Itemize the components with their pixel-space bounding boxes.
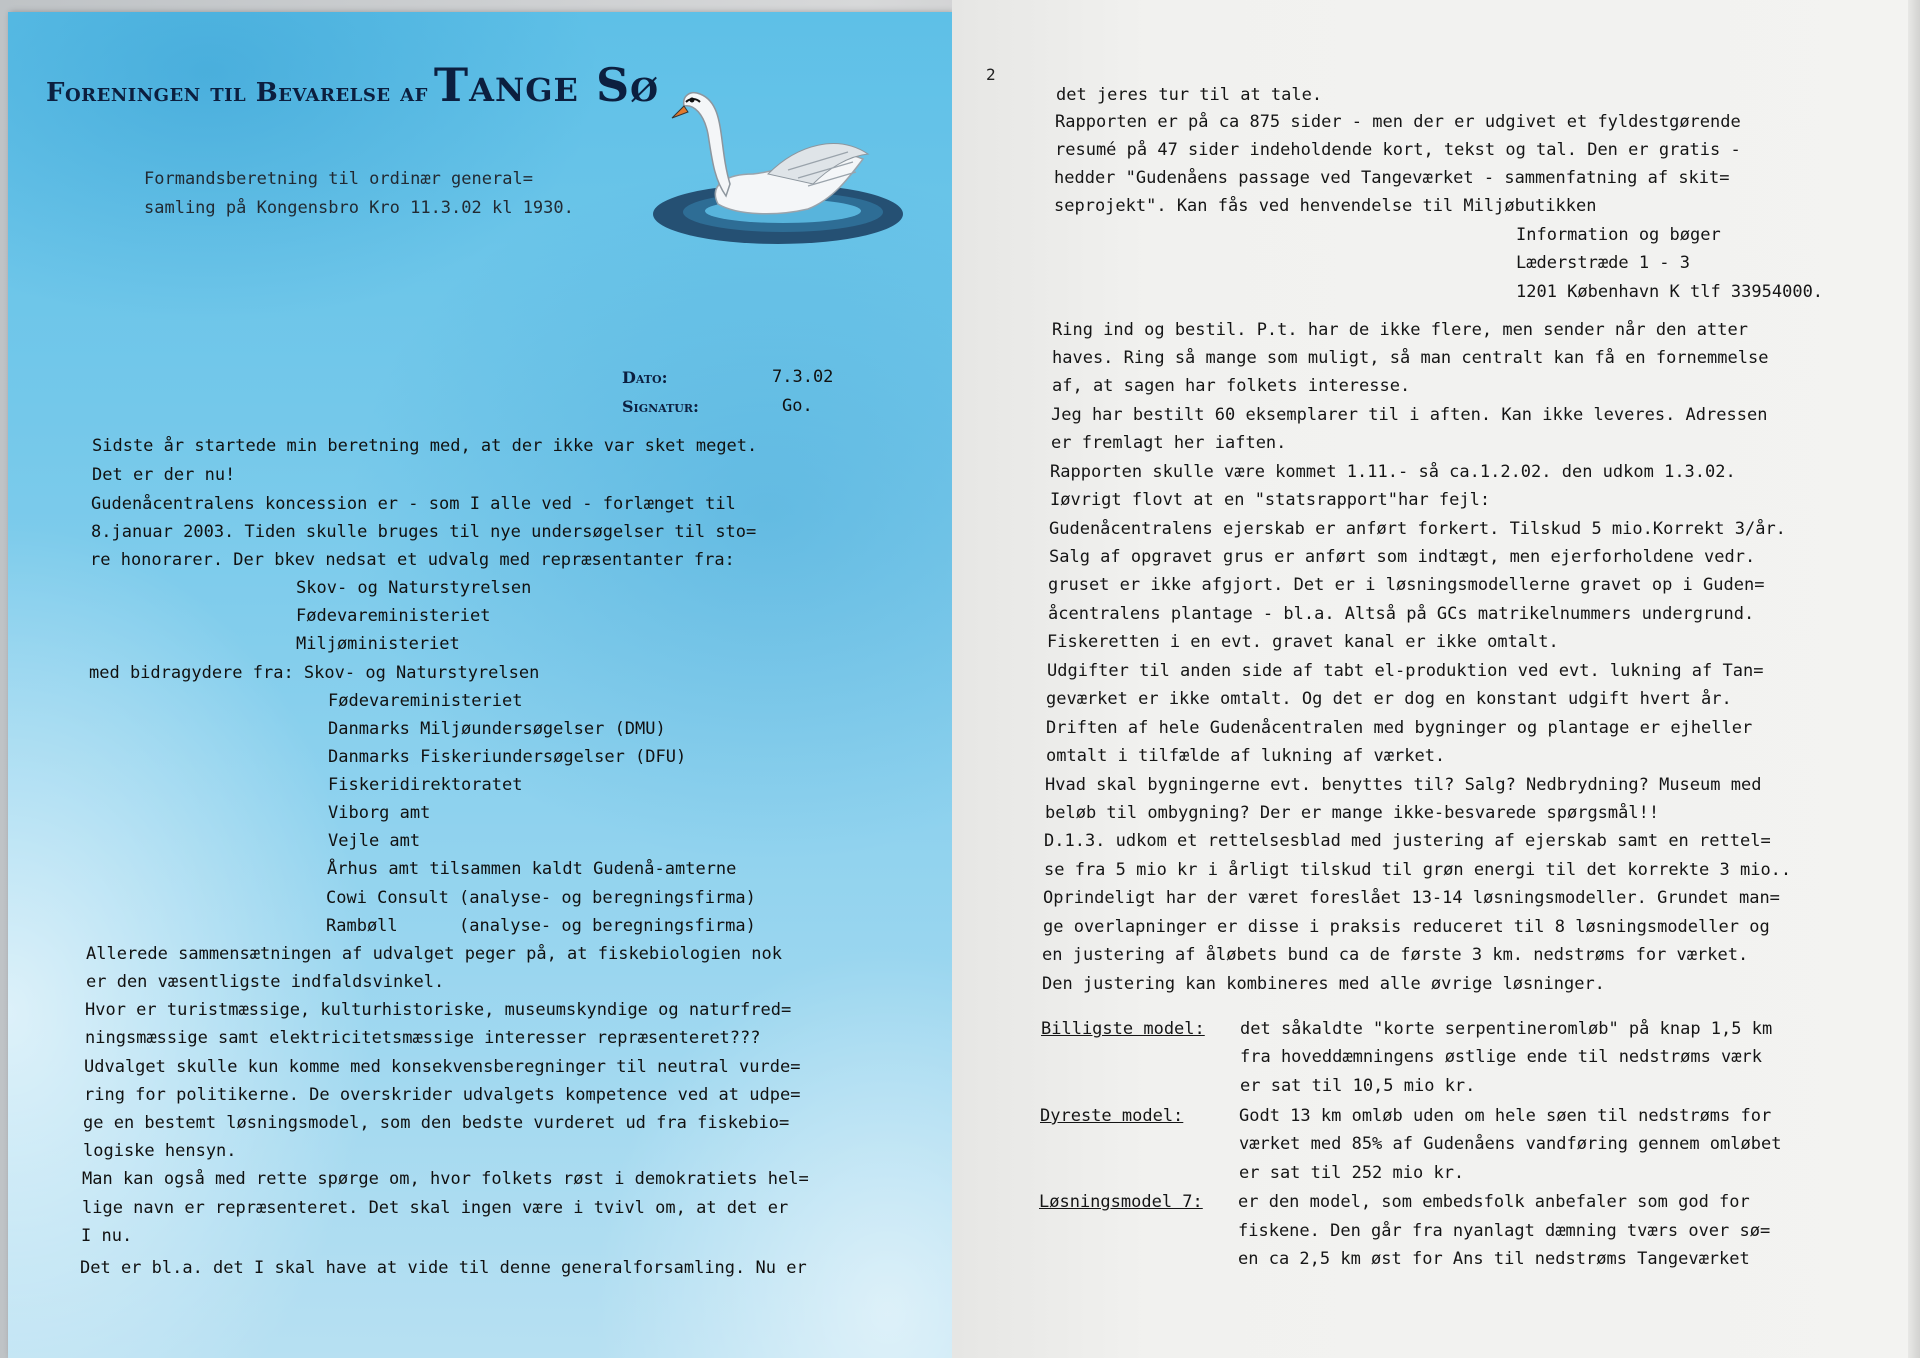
body-line: seprojekt". Kan fås ved henvendelse til Miljøbutikken bbox=[1054, 196, 1597, 216]
body-line: Sidste år startede min beretning med, at der ikke var sket meget. bbox=[92, 436, 758, 456]
signature-label: Signatur: bbox=[622, 397, 699, 416]
page-edge bbox=[1908, 0, 1920, 1358]
body-line: ge en bestemt løsningsmodel, som den bedste vurderet ud fra fiskebio= bbox=[83, 1113, 790, 1133]
body-line: D.1.3. udkom et rettelsesblad med justering af ejerskab samt en rettel= bbox=[1044, 831, 1771, 851]
body-line: åcentralens plantage - bl.a. Altså på GCs matrikelnummers undergrund. bbox=[1048, 604, 1755, 624]
page-number: 2 bbox=[986, 65, 996, 84]
body-line: Fødevareministeriet bbox=[296, 606, 491, 626]
body-line: Skov- og Naturstyrelsen bbox=[296, 578, 532, 598]
model-line: er sat til 252 mio kr. bbox=[1239, 1163, 1465, 1183]
body-line: geværket er ikke omtalt. Og det er dog en konstant udgift hvert år. bbox=[1046, 689, 1732, 709]
organization-title-part1: Foreningen til Bevarelse af bbox=[46, 78, 428, 108]
body-line: det jeres tur til at tale. bbox=[1056, 85, 1323, 105]
body-line: Danmarks Miljøundersøgelser (DMU) bbox=[328, 719, 666, 739]
body-line: er fremlagt her iaften. bbox=[1051, 433, 1287, 453]
model-label: Billigste model: bbox=[1041, 1019, 1205, 1039]
body-line: en justering af åløbets bund ca de første 3 km. nedstrøms for værket. bbox=[1042, 945, 1749, 965]
document-meta bbox=[622, 363, 833, 421]
body-line: beløb til ombygning? Der er mange ikke-besvarede spørgsmål!! bbox=[1045, 803, 1660, 823]
body-line: Driften af hele Gudenåcentralen med bygninger og plantage er ejheller bbox=[1046, 718, 1753, 738]
model-line: er den model, som embedsfolk anbefaler som god for bbox=[1238, 1192, 1750, 1212]
body-line: I nu. bbox=[81, 1226, 133, 1246]
body-line: Gudenåcentralens ejerskab er anført forkert. Tilskud 5 mio.Korrekt 3/år. bbox=[1049, 519, 1786, 539]
body-line: gruset er ikke afgjort. Det er i løsningsmodellerne gravet op i Guden= bbox=[1048, 575, 1765, 595]
body-line: Cowi Consult (analyse- og beregningsfirma) bbox=[326, 888, 756, 908]
body-line: Hvad skal bygningerne evt. benyttes til? Salg? Nedbrydning? Museum med bbox=[1045, 775, 1762, 795]
body-line: Den justering kan kombineres med alle øvrige løsninger. bbox=[1042, 974, 1605, 994]
body-line: Danmarks Fiskeriundersøgelser (DFU) bbox=[328, 747, 687, 767]
body-line: 8.januar 2003. Tiden skulle bruges til nye undersøgelser til sto= bbox=[91, 522, 757, 542]
subtitle-line: samling på Kongensbro Kro 11.3.02 kl 1930. bbox=[144, 198, 574, 218]
model-line: er sat til 10,5 mio kr. bbox=[1240, 1076, 1476, 1096]
body-line: er den væsentligste indfaldsvinkel. bbox=[86, 972, 445, 992]
body-line: omtalt i tilfælde af lukning af værket. bbox=[1046, 746, 1446, 766]
body-line: af, at sagen har folkets interesse. bbox=[1052, 376, 1411, 396]
body-line: lige navn er repræsenteret. Det skal ingen være i tvivl om, at det er bbox=[82, 1198, 789, 1218]
body-line: Oprindeligt har der været foreslået 13-14 løsningsmodeller. Grundet man= bbox=[1043, 888, 1780, 908]
body-line: hedder "Gudenåens passage ved Tangeværket - sammenfatning af skit= bbox=[1054, 168, 1730, 188]
address-line: 1201 København K tlf 33954000. bbox=[1516, 282, 1824, 302]
body-line: se fra 5 mio kr i årligt tilskud til grøn energi til det korrekte 3 mio.. bbox=[1044, 860, 1792, 880]
body-line: re honorarer. Der bkev nedsat et udvalg med repræsentanter fra: bbox=[90, 550, 735, 570]
body-line: Fiskeretten i en evt. gravet kanal er ikke omtalt. bbox=[1047, 632, 1559, 652]
address-line: Information og bøger bbox=[1516, 225, 1721, 245]
body-line: resumé på 47 sider indeholdende kort, tekst og tal. Den er gratis - bbox=[1055, 140, 1741, 160]
body-line: Fiskeridirektoratet bbox=[328, 775, 523, 795]
model-label: Dyreste model: bbox=[1040, 1106, 1184, 1126]
body-line: Rambøll (analyse- og beregningsfirma) bbox=[326, 916, 756, 936]
body-line: Fødevareministeriet bbox=[328, 691, 523, 711]
body-line: Udgifter til anden side af tabt el-produktion ved evt. lukning af Tan= bbox=[1047, 661, 1764, 681]
date-label: Dato: bbox=[622, 368, 668, 387]
body-line: Det er der nu! bbox=[92, 465, 236, 485]
body-line: Rapporten skulle være kommet 1.11.- så ca.1.2.02. den udkom 1.3.02. bbox=[1050, 462, 1736, 482]
model-line: det såkaldte "korte serpentineromløb" på knap 1,5 km bbox=[1240, 1019, 1773, 1039]
body-line: logiske hensyn. bbox=[83, 1141, 237, 1161]
body-line: Salg af opgravet grus er anført som indtægt, men ejerforholdene vedr. bbox=[1049, 547, 1756, 567]
body-line: Iøvrigt flovt at en "statsrapport"har fejl: bbox=[1050, 490, 1491, 510]
body-line: Udvalget skulle kun komme med konsekvensberegninger til neutral vurde= bbox=[84, 1057, 801, 1077]
signature-value: Go. bbox=[782, 396, 813, 416]
body-line: Ring ind og bestil. P.t. har de ikke flere, men sender når den atter bbox=[1052, 320, 1748, 340]
body-line: Det er bl.a. det I skal have at vide til denne generalforsamling. Nu er bbox=[80, 1258, 807, 1278]
report-subtitle bbox=[144, 165, 574, 223]
address-line: Læderstræde 1 - 3 bbox=[1516, 253, 1690, 273]
body-line: Gudenåcentralens koncession er - som I alle ved - forlænget til bbox=[91, 494, 736, 514]
body-line: ring for politikerne. De overskrider udvalgets kompetence ved at udpe= bbox=[84, 1085, 801, 1105]
model-line: fra hoveddæmningens østlige ende til nedstrøms værk bbox=[1240, 1047, 1762, 1067]
body-line: Miljøministeriet bbox=[296, 634, 460, 654]
model-line: Godt 13 km omløb uden om hele søen til nedstrøms for bbox=[1239, 1106, 1772, 1126]
body-line: Rapporten er på ca 875 sider - men der er udgivet et fyldestgørende bbox=[1055, 112, 1741, 132]
model-label: Løsningsmodel 7: bbox=[1039, 1192, 1203, 1212]
organization-title-part2: Tange Sø bbox=[433, 58, 660, 112]
model-line: en ca 2,5 km øst for Ans til nedstrøms Tangeværket bbox=[1238, 1249, 1750, 1269]
body-line: Viborg amt bbox=[328, 803, 431, 823]
subtitle-line: Formandsberetning til ordinær general= bbox=[144, 169, 533, 189]
body-line: ningsmæssige samt elektricitetsmæssige interesser repræsenteret??? bbox=[85, 1028, 761, 1048]
model-line: værket med 85% af Gudenåens vandføring gennem omløbet bbox=[1239, 1134, 1782, 1154]
body-line: ge overlapninger er disse i praksis reduceret til 8 løsningsmodeller og bbox=[1043, 917, 1770, 937]
body-line: haves. Ring så mange som muligt, så man centralt kan få en fornemmelse bbox=[1052, 348, 1769, 368]
body-line: Hvor er turistmæssige, kulturhistoriske, museumskyndige og naturfred= bbox=[85, 1000, 792, 1020]
swan-logo-icon bbox=[648, 74, 908, 264]
organization-title bbox=[46, 58, 659, 112]
left-page bbox=[8, 12, 952, 1358]
body-line: Århus amt tilsammen kaldt Gudenå-amterne bbox=[327, 859, 737, 879]
body-line: Jeg har bestilt 60 eksemplarer til i aften. Kan ikke leveres. Adressen bbox=[1051, 405, 1768, 425]
body-line: Man kan også med rette spørge om, hvor folkets røst i demokratiets hel= bbox=[82, 1169, 809, 1189]
body-line: med bidragydere fra: Skov- og Naturstyrelsen bbox=[89, 663, 540, 683]
model-line: fiskene. Den går fra nyanlagt dæmning tværs over sø= bbox=[1238, 1221, 1771, 1241]
body-line: Vejle amt bbox=[328, 831, 421, 851]
date-value: 7.3.02 bbox=[772, 367, 834, 387]
body-line: Allerede sammensætningen af udvalget peger på, at fiskebiologien nok bbox=[86, 944, 782, 964]
